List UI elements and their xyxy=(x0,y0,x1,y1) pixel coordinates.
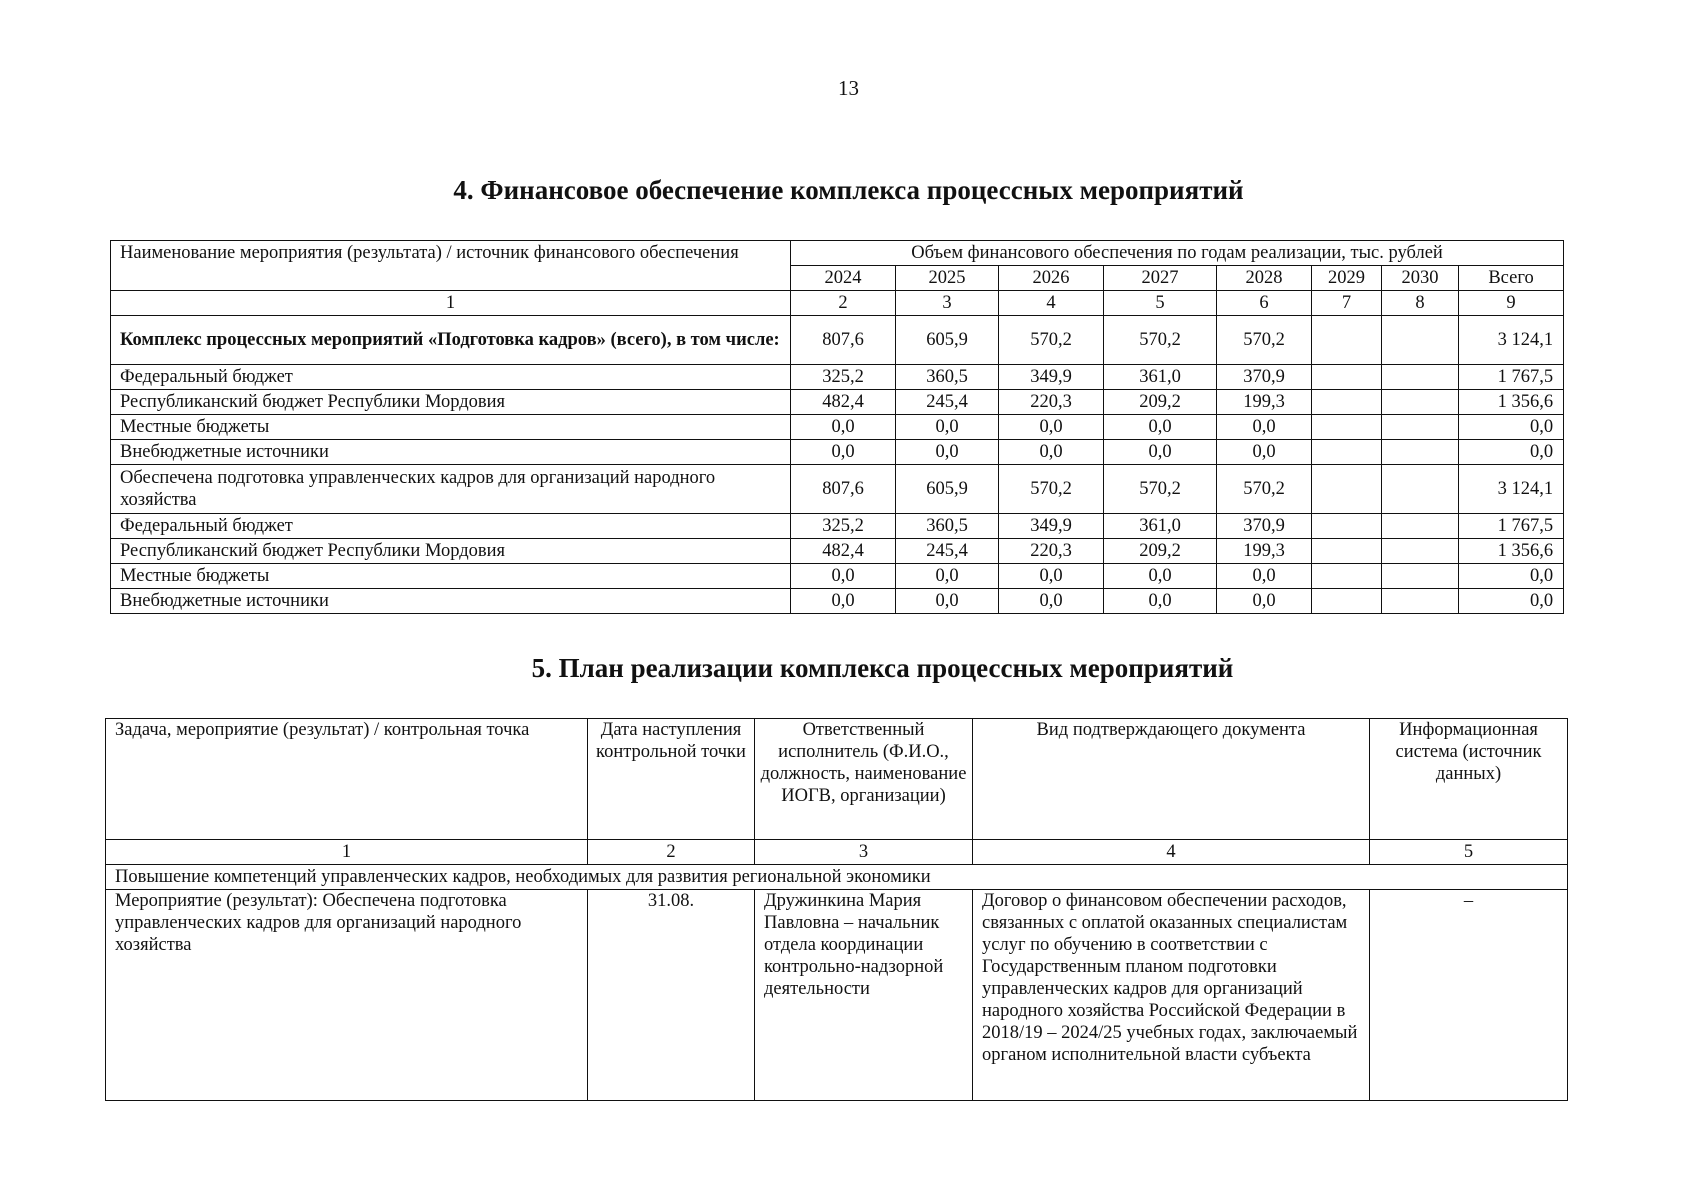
responsible-column-header: Ответственный исполнитель (Ф.И.О., должность, наименование ИОГВ, организации) xyxy=(755,719,973,840)
year-header: 2026 xyxy=(999,266,1104,291)
financing-value: 325,2 xyxy=(791,365,896,390)
control-point-date: 31.08. xyxy=(588,890,755,1101)
column-number: 3 xyxy=(755,840,973,865)
financing-value xyxy=(1382,514,1459,539)
financing-value: 209,2 xyxy=(1104,539,1217,564)
financing-value: 570,2 xyxy=(1217,316,1312,365)
financing-value xyxy=(1312,415,1382,440)
column-number: 8 xyxy=(1382,291,1459,316)
plan-header-row xyxy=(106,719,1568,840)
financing-value: 605,9 xyxy=(896,316,999,365)
financing-value: 209,2 xyxy=(1104,390,1217,415)
financing-value: 0,0 xyxy=(896,415,999,440)
task-column-header: Задача, мероприятие (результат) / контрольная точка xyxy=(106,719,588,840)
column-number: 4 xyxy=(973,840,1370,865)
financing-value: 220,3 xyxy=(999,390,1104,415)
financing-total: 3 124,1 xyxy=(1459,316,1564,365)
financing-header-row xyxy=(111,241,1564,266)
financing-row xyxy=(111,514,1564,539)
financing-row xyxy=(111,390,1564,415)
activity-description: Мероприятие (результат): Обеспечена подготовка управленческих кадров для организаций народного хозяйства xyxy=(106,890,588,1101)
financing-value xyxy=(1312,514,1382,539)
financing-value: 807,6 xyxy=(791,316,896,365)
financing-value: 0,0 xyxy=(999,589,1104,614)
financing-row-name: Внебюджетные источники xyxy=(111,440,791,465)
financing-row xyxy=(111,564,1564,589)
financing-row-name: Местные бюджеты xyxy=(111,564,791,589)
column-number: 5 xyxy=(1370,840,1568,865)
financing-table xyxy=(110,240,1564,614)
total-header: Всего xyxy=(1459,266,1564,291)
financing-value: 570,2 xyxy=(1104,316,1217,365)
financing-value: 245,4 xyxy=(896,390,999,415)
financing-value: 0,0 xyxy=(1104,415,1217,440)
financing-value xyxy=(1312,440,1382,465)
year-header: 2029 xyxy=(1312,266,1382,291)
financing-total: 0,0 xyxy=(1459,440,1564,465)
financing-value: 370,9 xyxy=(1217,514,1312,539)
financing-value: 361,0 xyxy=(1104,514,1217,539)
section-5-title: 5. План реализации комплекса процессных мероприятий xyxy=(531,653,1234,683)
financing-value xyxy=(1312,589,1382,614)
financing-volume-header: Объем финансового обеспечения по годам реализации, тыс. рублей xyxy=(791,241,1564,266)
financing-value: 482,4 xyxy=(791,539,896,564)
financing-total: 3 124,1 xyxy=(1459,465,1564,514)
financing-value: 220,3 xyxy=(999,539,1104,564)
column-number: 7 xyxy=(1312,291,1382,316)
financing-value xyxy=(1382,415,1459,440)
column-number: 1 xyxy=(106,840,588,865)
document-column-header: Вид подтверждающего документа xyxy=(973,719,1370,840)
financing-value: 0,0 xyxy=(791,415,896,440)
financing-total: 1 356,6 xyxy=(1459,390,1564,415)
financing-value: 482,4 xyxy=(791,390,896,415)
financing-value: 360,5 xyxy=(896,365,999,390)
financing-value xyxy=(1312,564,1382,589)
year-header: 2030 xyxy=(1382,266,1459,291)
financing-row-name: Федеральный бюджет xyxy=(111,514,791,539)
implementation-plan-table xyxy=(105,718,1568,1101)
column-number: 1 xyxy=(111,291,791,316)
column-number: 2 xyxy=(588,840,755,865)
financing-row-name: Внебюджетные источники xyxy=(111,589,791,614)
column-number: 6 xyxy=(1217,291,1312,316)
financing-row xyxy=(111,415,1564,440)
financing-value xyxy=(1382,316,1459,365)
financing-total: 1 767,5 xyxy=(1459,514,1564,539)
financing-value: 245,4 xyxy=(896,539,999,564)
financing-total: 0,0 xyxy=(1459,589,1564,614)
financing-value: 349,9 xyxy=(999,514,1104,539)
financing-row xyxy=(111,316,1564,365)
year-header: 2027 xyxy=(1104,266,1217,291)
financing-value xyxy=(1382,564,1459,589)
financing-value: 0,0 xyxy=(1217,564,1312,589)
financing-value: 0,0 xyxy=(791,440,896,465)
financing-value: 0,0 xyxy=(1217,440,1312,465)
financing-value: 0,0 xyxy=(896,440,999,465)
financing-value: 605,9 xyxy=(896,465,999,514)
financing-value: 570,2 xyxy=(999,316,1104,365)
financing-row-name: Федеральный бюджет xyxy=(111,365,791,390)
responsible-person: Дружинкина Мария Павловна – начальник отдела координации контрольно-надзорной деятельности xyxy=(755,890,973,1101)
financing-row xyxy=(111,589,1564,614)
task-description: Повышение компетенций управленческих кадров, необходимых для развития региональной экономики xyxy=(106,865,1568,890)
financing-value: 349,9 xyxy=(999,365,1104,390)
financing-value xyxy=(1312,390,1382,415)
year-header: 2028 xyxy=(1217,266,1312,291)
financing-row-name: Республиканский бюджет Республики Мордовия xyxy=(111,390,791,415)
financing-value: 199,3 xyxy=(1217,539,1312,564)
financing-value: 0,0 xyxy=(896,589,999,614)
financing-total: 1 767,5 xyxy=(1459,365,1564,390)
financing-value: 0,0 xyxy=(999,440,1104,465)
financing-value: 0,0 xyxy=(896,564,999,589)
financing-value: 325,2 xyxy=(791,514,896,539)
column-number: 4 xyxy=(999,291,1104,316)
financing-row-name: Комплекс процессных мероприятий «Подготовка кадров» (всего), в том числе: xyxy=(111,316,791,365)
financing-value: 199,3 xyxy=(1217,390,1312,415)
plan-column-numbers-row xyxy=(106,840,1568,865)
column-number: 9 xyxy=(1459,291,1564,316)
info-system-column-header: Информационная система (источник данных) xyxy=(1370,719,1568,840)
date-column-header: Дата наступления контрольной точки xyxy=(588,719,755,840)
financing-value: 361,0 xyxy=(1104,365,1217,390)
financing-total: 1 356,6 xyxy=(1459,539,1564,564)
financing-value: 0,0 xyxy=(1217,589,1312,614)
financing-value: 0,0 xyxy=(1104,564,1217,589)
confirming-document: Договор о финансовом обеспечении расходов, связанных с оплатой оказанных специалистам услуг по обучению в соответствии с Государственным планом подготовки управленческих кадров для организаций народного хозяйства Российской Федерации в 2018/19 – 2024/25 учебных годах, заключаемый органом исполнительной власти субъекта xyxy=(973,890,1370,1101)
financing-row xyxy=(111,440,1564,465)
financing-value: 0,0 xyxy=(1217,415,1312,440)
financing-value: 370,9 xyxy=(1217,365,1312,390)
year-header: 2024 xyxy=(791,266,896,291)
financing-value: 570,2 xyxy=(1104,465,1217,514)
column-number: 5 xyxy=(1104,291,1217,316)
financing-value: 0,0 xyxy=(1104,440,1217,465)
financing-value xyxy=(1312,316,1382,365)
information-system: – xyxy=(1370,890,1568,1101)
financing-value xyxy=(1312,539,1382,564)
financing-row xyxy=(111,539,1564,564)
financing-column-numbers-row xyxy=(111,291,1564,316)
financing-value xyxy=(1382,440,1459,465)
financing-value xyxy=(1382,589,1459,614)
financing-name-header: Наименование мероприятия (результата) / источник финансового обеспечения xyxy=(111,241,791,291)
financing-value: 0,0 xyxy=(999,415,1104,440)
task-row xyxy=(106,865,1568,890)
financing-value xyxy=(1382,465,1459,514)
financing-value: 0,0 xyxy=(999,564,1104,589)
financing-row xyxy=(111,365,1564,390)
activity-row xyxy=(106,890,1568,1101)
financing-value: 0,0 xyxy=(791,589,896,614)
financing-row-name: Республиканский бюджет Республики Мордовия xyxy=(111,539,791,564)
section-4-title: 4. Финансовое обеспечение комплекса процессных мероприятий xyxy=(453,175,1244,205)
financing-value xyxy=(1382,390,1459,415)
financing-row-name: Обеспечена подготовка управленческих кадров для организаций народного хозяйства xyxy=(111,465,791,514)
column-number: 3 xyxy=(896,291,999,316)
financing-total: 0,0 xyxy=(1459,564,1564,589)
financing-row-name: Местные бюджеты xyxy=(111,415,791,440)
financing-value: 0,0 xyxy=(1104,589,1217,614)
page-number: 13 xyxy=(838,76,859,100)
financing-value: 807,6 xyxy=(791,465,896,514)
financing-value: 570,2 xyxy=(999,465,1104,514)
financing-value: 360,5 xyxy=(896,514,999,539)
year-header: 2025 xyxy=(896,266,999,291)
financing-value xyxy=(1312,465,1382,514)
column-number: 2 xyxy=(791,291,896,316)
financing-value: 570,2 xyxy=(1217,465,1312,514)
financing-value xyxy=(1382,539,1459,564)
financing-value xyxy=(1382,365,1459,390)
financing-row xyxy=(111,465,1564,514)
financing-value xyxy=(1312,365,1382,390)
financing-value: 0,0 xyxy=(791,564,896,589)
financing-total: 0,0 xyxy=(1459,415,1564,440)
